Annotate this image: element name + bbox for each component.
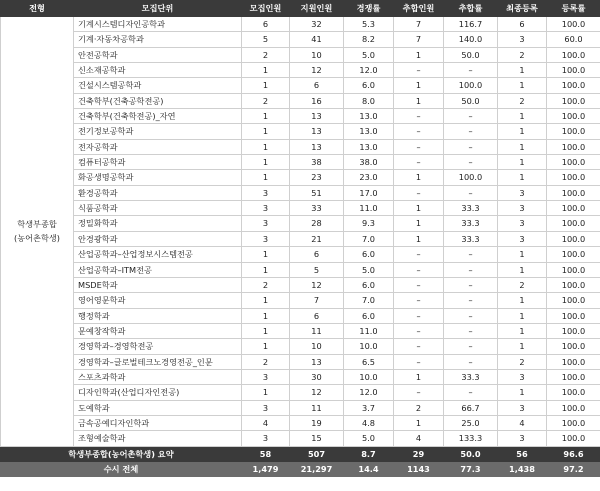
value-cell: 100.0 — [547, 124, 600, 139]
value-cell: 1 — [394, 231, 444, 246]
value-cell: 1 — [498, 339, 547, 354]
value-cell: 60.0 — [547, 32, 600, 47]
value-cell: 100.0 — [444, 78, 498, 93]
value-cell: – — [444, 124, 498, 139]
value-cell: 1 — [394, 369, 444, 384]
value-cell: 11.0 — [344, 201, 394, 216]
value-cell: 33.3 — [444, 216, 498, 231]
table-row — [1, 93, 600, 108]
value-cell: 21 — [290, 231, 344, 246]
total-cell: 1,479 — [242, 461, 290, 476]
table-row — [1, 216, 600, 231]
header-cell: 지원인원 — [290, 1, 344, 17]
value-cell: 2 — [498, 354, 547, 369]
value-cell: 11 — [290, 323, 344, 338]
value-cell: 33.3 — [444, 201, 498, 216]
value-cell: – — [394, 155, 444, 170]
value-cell: 3 — [498, 431, 547, 446]
table-row — [1, 308, 600, 323]
table-row — [1, 32, 600, 47]
value-cell: 100.0 — [547, 93, 600, 108]
total-cell: 14.4 — [344, 461, 394, 476]
value-cell: 1 — [242, 247, 290, 262]
header-cell: 모집단위 — [74, 1, 242, 17]
value-cell: – — [394, 308, 444, 323]
table-row — [1, 109, 600, 124]
value-cell: 33.3 — [444, 231, 498, 246]
unit-name-cell: 영어영문학과 — [74, 293, 242, 308]
value-cell: 5 — [290, 262, 344, 277]
value-cell: 6 — [498, 17, 547, 32]
table-row — [1, 323, 600, 338]
value-cell: 9.3 — [344, 216, 394, 231]
value-cell: 100.0 — [547, 369, 600, 384]
value-cell: 2 — [242, 277, 290, 292]
unit-name-cell: 안경광학과 — [74, 231, 242, 246]
value-cell: – — [394, 109, 444, 124]
unit-name-cell: 산업공학과–산업정보시스템전공 — [74, 247, 242, 262]
value-cell: 100.0 — [547, 139, 600, 154]
value-cell: 6 — [290, 78, 344, 93]
unit-name-cell: 신소재공학과 — [74, 63, 242, 78]
table-row — [1, 369, 600, 384]
value-cell: 100.0 — [547, 354, 600, 369]
table-row — [1, 339, 600, 354]
header-cell: 추합인원 — [394, 1, 444, 17]
value-cell: 3 — [498, 369, 547, 384]
value-cell: 10 — [290, 47, 344, 62]
value-cell: 1 — [498, 124, 547, 139]
total-row — [1, 461, 600, 476]
value-cell: 1 — [242, 155, 290, 170]
value-cell: 1 — [242, 124, 290, 139]
unit-name-cell: 디자인학과(산업디자인전공) — [74, 385, 242, 400]
admission-type-label: 학생부종합 — [17, 219, 57, 230]
unit-name-cell: 컴퓨터공학과 — [74, 155, 242, 170]
unit-name-cell: 화공생명공학과 — [74, 170, 242, 185]
table-row — [1, 293, 600, 308]
table-row — [1, 47, 600, 62]
value-cell: 23.0 — [344, 170, 394, 185]
value-cell: – — [394, 139, 444, 154]
value-cell: – — [394, 293, 444, 308]
unit-name-cell: 건축학부(건축공학전공) — [74, 93, 242, 108]
header-cell: 전형 — [1, 1, 74, 17]
value-cell: – — [394, 262, 444, 277]
value-cell: 1 — [498, 262, 547, 277]
value-cell: 6 — [290, 308, 344, 323]
table-row — [1, 277, 600, 292]
value-cell: 1 — [498, 170, 547, 185]
value-cell: 100.0 — [547, 308, 600, 323]
value-cell: 1 — [242, 63, 290, 78]
value-cell: 100.0 — [547, 262, 600, 277]
value-cell: 2 — [242, 93, 290, 108]
value-cell: 3 — [498, 32, 547, 47]
summary-cell: 50.0 — [444, 446, 498, 461]
unit-name-cell: 정밀화학과 — [74, 216, 242, 231]
summary-cell: 56 — [498, 446, 547, 461]
value-cell: 10.0 — [344, 369, 394, 384]
unit-name-cell: 전자공학과 — [74, 139, 242, 154]
value-cell: 2 — [498, 277, 547, 292]
value-cell: 100.0 — [547, 185, 600, 200]
table-row — [1, 170, 600, 185]
value-cell: – — [394, 354, 444, 369]
value-cell: 1 — [242, 170, 290, 185]
value-cell: 10.0 — [344, 339, 394, 354]
value-cell: – — [394, 185, 444, 200]
value-cell: 30 — [290, 369, 344, 384]
value-cell: 5.0 — [344, 262, 394, 277]
table-row — [1, 201, 600, 216]
value-cell: 28 — [290, 216, 344, 231]
table-row — [1, 400, 600, 415]
value-cell: 116.7 — [444, 17, 498, 32]
total-cell: 77.3 — [444, 461, 498, 476]
value-cell: 13.0 — [344, 139, 394, 154]
value-cell: 19 — [290, 415, 344, 430]
table-row — [1, 63, 600, 78]
value-cell: 51 — [290, 185, 344, 200]
total-cell: 21,297 — [290, 461, 344, 476]
value-cell: 12.0 — [344, 385, 394, 400]
value-cell: 11.0 — [344, 323, 394, 338]
value-cell: 4 — [242, 415, 290, 430]
table-row — [1, 415, 600, 430]
value-cell: 1 — [242, 139, 290, 154]
value-cell: 6.0 — [344, 247, 394, 262]
header-row — [1, 1, 600, 17]
table-row — [1, 124, 600, 139]
value-cell: 13 — [290, 354, 344, 369]
value-cell: 1 — [498, 155, 547, 170]
value-cell: 1 — [242, 308, 290, 323]
total-cell: 1143 — [394, 461, 444, 476]
value-cell: 17.0 — [344, 185, 394, 200]
value-cell: 7.0 — [344, 293, 394, 308]
value-cell: 100.0 — [547, 216, 600, 231]
value-cell: 2 — [242, 47, 290, 62]
value-cell: 3 — [242, 400, 290, 415]
value-cell: – — [444, 308, 498, 323]
value-cell: 13 — [290, 124, 344, 139]
value-cell: 6.0 — [344, 78, 394, 93]
value-cell: 11 — [290, 400, 344, 415]
unit-name-cell: 안전공학과 — [74, 47, 242, 62]
value-cell: 6 — [242, 17, 290, 32]
summary-cell: 8.7 — [344, 446, 394, 461]
value-cell: 3.7 — [344, 400, 394, 415]
value-cell: – — [394, 339, 444, 354]
value-cell: 1 — [394, 170, 444, 185]
value-cell: 3 — [242, 431, 290, 446]
value-cell: – — [444, 354, 498, 369]
table-row — [1, 354, 600, 369]
value-cell: 1 — [242, 323, 290, 338]
unit-name-cell: 스포츠과학과 — [74, 369, 242, 384]
value-cell: 7 — [394, 32, 444, 47]
value-cell: 100.0 — [547, 231, 600, 246]
value-cell: – — [444, 323, 498, 338]
value-cell: 13 — [290, 139, 344, 154]
value-cell: 6.5 — [344, 354, 394, 369]
value-cell: 1 — [498, 308, 547, 323]
value-cell: 100.0 — [547, 339, 600, 354]
value-cell: 4.8 — [344, 415, 394, 430]
table-row — [1, 17, 600, 32]
table-row — [1, 185, 600, 200]
value-cell: 23 — [290, 170, 344, 185]
value-cell: – — [394, 124, 444, 139]
value-cell: – — [394, 63, 444, 78]
value-cell: 6 — [290, 247, 344, 262]
value-cell: 3 — [242, 231, 290, 246]
value-cell: 15 — [290, 431, 344, 446]
value-cell: 4 — [394, 431, 444, 446]
value-cell: 12 — [290, 277, 344, 292]
admission-type-cell — [1, 17, 74, 447]
total-cell: 97.2 — [547, 461, 600, 476]
unit-name-cell: 문예창작학과 — [74, 323, 242, 338]
value-cell: 100.0 — [547, 247, 600, 262]
unit-name-cell: 식품공학과 — [74, 201, 242, 216]
value-cell: – — [444, 339, 498, 354]
value-cell: 41 — [290, 32, 344, 47]
unit-name-cell: 산업공학과–ITM전공 — [74, 262, 242, 277]
value-cell: 100.0 — [547, 47, 600, 62]
value-cell: 1 — [242, 262, 290, 277]
value-cell: 100.0 — [547, 415, 600, 430]
value-cell: 50.0 — [444, 93, 498, 108]
value-cell: 1 — [394, 93, 444, 108]
value-cell: 100.0 — [547, 63, 600, 78]
value-cell: 100.0 — [444, 170, 498, 185]
value-cell: 13 — [290, 109, 344, 124]
value-cell: 25.0 — [444, 415, 498, 430]
value-cell: 3 — [242, 216, 290, 231]
table-row — [1, 247, 600, 262]
value-cell: 133.3 — [444, 431, 498, 446]
value-cell: – — [444, 247, 498, 262]
summary-label: 학생부종합(농어촌학생) 요약 — [1, 446, 242, 461]
summary-cell: 29 — [394, 446, 444, 461]
value-cell: – — [394, 277, 444, 292]
unit-name-cell: 경영학과–글로벌테크노경영전공_인문 — [74, 354, 242, 369]
value-cell: – — [444, 293, 498, 308]
value-cell: 100.0 — [547, 277, 600, 292]
value-cell: – — [444, 139, 498, 154]
unit-name-cell: 도예학과 — [74, 400, 242, 415]
value-cell: 1 — [394, 216, 444, 231]
value-cell: 1 — [498, 139, 547, 154]
value-cell: 8.2 — [344, 32, 394, 47]
value-cell: 13.0 — [344, 109, 394, 124]
total-label: 수시 전체 — [1, 461, 242, 476]
value-cell: 6.0 — [344, 308, 394, 323]
summary-cell: 507 — [290, 446, 344, 461]
value-cell: 12.0 — [344, 63, 394, 78]
value-cell: 8.0 — [344, 93, 394, 108]
value-cell: 100.0 — [547, 293, 600, 308]
value-cell: 7 — [290, 293, 344, 308]
value-cell: 100.0 — [547, 78, 600, 93]
value-cell: 100.0 — [547, 323, 600, 338]
unit-name-cell: 조형예술학과 — [74, 431, 242, 446]
unit-name-cell: 기계·자동차공학과 — [74, 32, 242, 47]
value-cell: 100.0 — [547, 400, 600, 415]
value-cell: 1 — [394, 47, 444, 62]
value-cell: – — [444, 185, 498, 200]
value-cell: 100.0 — [547, 201, 600, 216]
table-row — [1, 78, 600, 93]
value-cell: 1 — [394, 201, 444, 216]
header-cell: 모집인원 — [242, 1, 290, 17]
unit-name-cell: 전기정보공학과 — [74, 124, 242, 139]
unit-name-cell: 환경공학과 — [74, 185, 242, 200]
value-cell: 2 — [498, 93, 547, 108]
value-cell: 12 — [290, 385, 344, 400]
value-cell: – — [444, 63, 498, 78]
value-cell: 38 — [290, 155, 344, 170]
value-cell: 13.0 — [344, 124, 394, 139]
value-cell: 50.0 — [444, 47, 498, 62]
table-row — [1, 431, 600, 446]
table-row — [1, 231, 600, 246]
unit-name-cell: 경영학과–경영학전공 — [74, 339, 242, 354]
value-cell: 3 — [242, 185, 290, 200]
value-cell: 33 — [290, 201, 344, 216]
value-cell: – — [444, 155, 498, 170]
value-cell: 66.7 — [444, 400, 498, 415]
header-cell: 경쟁률 — [344, 1, 394, 17]
value-cell: 16 — [290, 93, 344, 108]
summary-cell: 58 — [242, 446, 290, 461]
unit-name-cell: 건설시스템공학과 — [74, 78, 242, 93]
summary-cell: 96.6 — [547, 446, 600, 461]
table-row — [1, 155, 600, 170]
value-cell: 5.3 — [344, 17, 394, 32]
value-cell: 100.0 — [547, 155, 600, 170]
value-cell: 100.0 — [547, 17, 600, 32]
summary-row — [1, 446, 600, 461]
unit-name-cell: MSDE학과 — [74, 277, 242, 292]
value-cell: 100.0 — [547, 170, 600, 185]
value-cell: – — [394, 385, 444, 400]
value-cell: 1 — [394, 415, 444, 430]
value-cell: 3 — [498, 216, 547, 231]
unit-name-cell: 행정학과 — [74, 308, 242, 323]
table-row — [1, 262, 600, 277]
value-cell: 3 — [498, 400, 547, 415]
value-cell: 1 — [498, 385, 547, 400]
admission-type-sublabel: (농어촌학생) — [14, 233, 60, 244]
value-cell: 3 — [242, 369, 290, 384]
value-cell: 1 — [498, 247, 547, 262]
value-cell: 3 — [498, 185, 547, 200]
value-cell: 2 — [242, 354, 290, 369]
value-cell: 2 — [394, 400, 444, 415]
value-cell: 1 — [242, 109, 290, 124]
value-cell: 5 — [242, 32, 290, 47]
value-cell: 1 — [498, 323, 547, 338]
value-cell: 2 — [498, 47, 547, 62]
value-cell: 1 — [498, 78, 547, 93]
unit-name-cell: 기계시스템디자인공학과 — [74, 17, 242, 32]
value-cell: 100.0 — [547, 431, 600, 446]
header-cell: 등록률 — [547, 1, 600, 17]
value-cell: 1 — [242, 385, 290, 400]
value-cell: 100.0 — [547, 109, 600, 124]
value-cell: 5.0 — [344, 47, 394, 62]
value-cell: 7.0 — [344, 231, 394, 246]
value-cell: 1 — [242, 339, 290, 354]
value-cell: 140.0 — [444, 32, 498, 47]
value-cell: 6.0 — [344, 277, 394, 292]
value-cell: 3 — [498, 231, 547, 246]
value-cell: 1 — [242, 78, 290, 93]
value-cell: 1 — [498, 109, 547, 124]
value-cell: 10 — [290, 339, 344, 354]
unit-name-cell: 금속공예디자인학과 — [74, 415, 242, 430]
value-cell: 1 — [394, 78, 444, 93]
unit-name-cell: 건축학부(건축학전공)_자연 — [74, 109, 242, 124]
value-cell: 7 — [394, 17, 444, 32]
value-cell: – — [394, 247, 444, 262]
header-cell: 최종등록 — [498, 1, 547, 17]
table-row — [1, 385, 600, 400]
value-cell: – — [444, 277, 498, 292]
value-cell: – — [444, 109, 498, 124]
value-cell: 1 — [242, 293, 290, 308]
value-cell: 5.0 — [344, 431, 394, 446]
value-cell: 1 — [498, 63, 547, 78]
value-cell: 32 — [290, 17, 344, 32]
value-cell: 100.0 — [547, 385, 600, 400]
value-cell: – — [394, 323, 444, 338]
value-cell: 3 — [242, 201, 290, 216]
value-cell: 38.0 — [344, 155, 394, 170]
total-cell: 1,438 — [498, 461, 547, 476]
value-cell: 4 — [498, 415, 547, 430]
value-cell: 12 — [290, 63, 344, 78]
table-row — [1, 139, 600, 154]
value-cell: 33.3 — [444, 369, 498, 384]
value-cell: – — [444, 385, 498, 400]
value-cell: – — [444, 262, 498, 277]
header-cell: 추합률 — [444, 1, 498, 17]
value-cell: 3 — [498, 201, 547, 216]
value-cell: 1 — [498, 293, 547, 308]
